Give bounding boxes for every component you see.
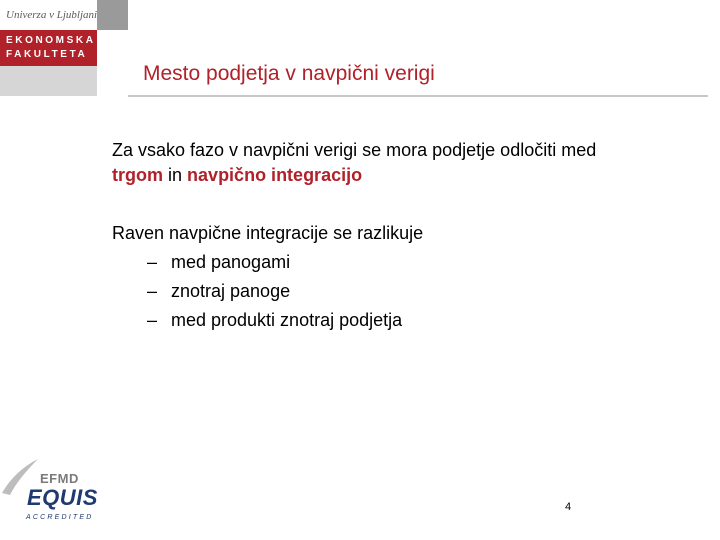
bullet-dash: –	[147, 252, 158, 272]
efmd-label: EFMD	[40, 471, 79, 486]
list-item	[112, 277, 702, 306]
logo-side-block	[97, 30, 128, 96]
list-item-text: med panogami	[171, 252, 291, 272]
list-item	[112, 248, 702, 277]
faculty-logo	[0, 30, 97, 66]
logo-grey-bar	[0, 66, 97, 96]
page-number: 4	[565, 501, 572, 513]
equis-label: EQUIS	[27, 485, 98, 510]
list-item	[112, 306, 702, 335]
paragraph-1-text: Za vsako fazo v navpični verigi se mora podjetje odločiti med	[112, 140, 597, 160]
highlight-vertical-integration: navpično integracijo	[187, 165, 363, 185]
university-logo	[0, 0, 128, 30]
paragraph-1-join: in	[168, 165, 183, 185]
faculty-name-line1: EKONOMSKA	[6, 35, 96, 46]
equis-accreditation-logo	[0, 455, 110, 525]
highlight-market: trgom	[112, 165, 163, 185]
paragraph-2-text: Raven navpične integracije se razlikuje	[112, 223, 424, 243]
bullet-dash: –	[147, 281, 158, 301]
bullet-dash: –	[147, 310, 158, 330]
faculty-name-line2: FAKULTETA	[6, 49, 88, 60]
title-divider	[128, 95, 708, 97]
accredited-label: ACCREDITED	[26, 514, 94, 521]
slide-title: Mesto podjetja v navpični verigi	[143, 62, 435, 85]
list-item-text: znotraj panoge	[171, 281, 291, 301]
list-item-text: med produkti znotraj podjetja	[171, 310, 403, 330]
logo-grey-tab	[97, 0, 128, 30]
university-name: Univerza v Ljubljani	[6, 9, 98, 21]
paragraph-1	[112, 138, 702, 188]
paragraph-2	[112, 219, 702, 335]
